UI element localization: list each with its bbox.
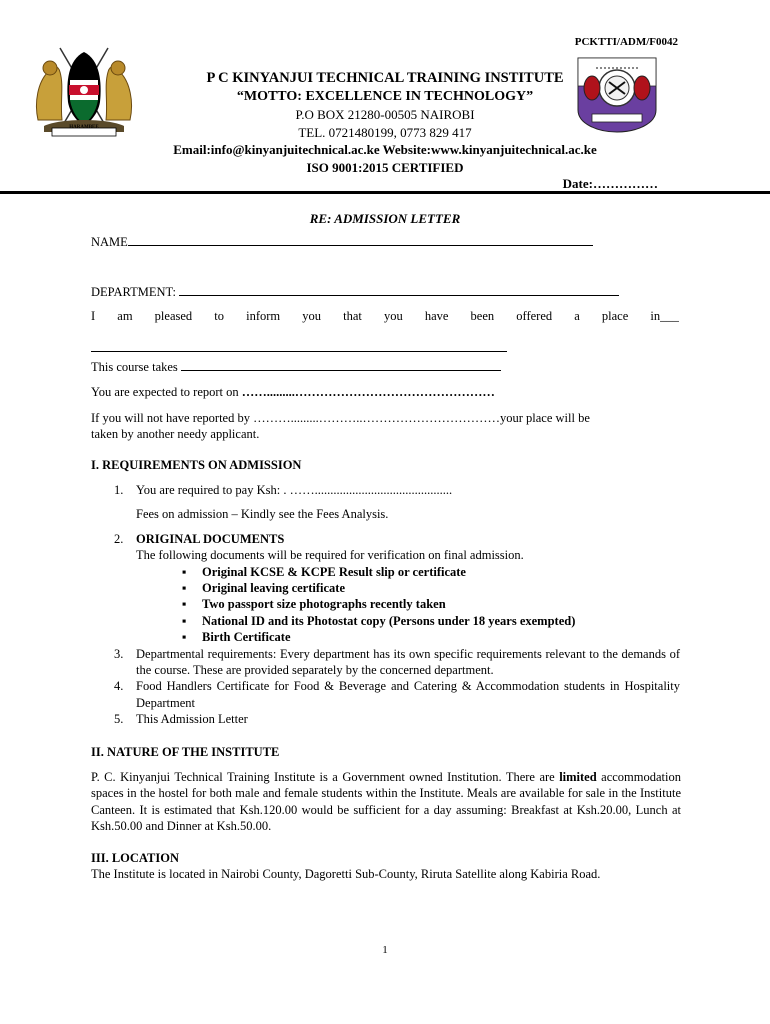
placement-word: in___ — [650, 309, 679, 323]
requirement-food-handlers: 4. Food Handlers Certificate for Food & Beverage and Catering & Accommodation students in Hospitality Department — [114, 679, 680, 710]
institute-motto: “MOTTO: EXCELLENCE IN TECHNOLOGY” — [236, 89, 534, 104]
page-number: 1 — [382, 944, 388, 956]
report-date-dots: …….........………………………………………… — [241, 385, 495, 399]
location-text: The Institute is located in Nairobi County, Dagoretti Sub-County, Riruta Satellite along Kabiria Road. — [91, 867, 601, 881]
placement-word: you — [383, 309, 403, 323]
document-item: ▪ Original KCSE & KCPE Result slip or certificate — [178, 564, 680, 580]
iso-certification: ISO 9001:2015 CERTIFIED — [306, 160, 464, 175]
document-item: ▪ Birth Certificate — [178, 629, 680, 645]
documents-list — [178, 564, 680, 646]
document-item: ▪ Two passport size photographs recently taken — [178, 596, 680, 612]
placement-sentence — [91, 309, 679, 324]
requirement-departmental: 3. Departmental requirements: Every department has its own specific requirements relevant to the demands of the course. These are provided separately by the concerned department. — [114, 646, 680, 678]
header-divider — [0, 191, 770, 194]
placement-word: to — [214, 309, 224, 323]
document-item: ▪ Original leaving certificate — [178, 580, 680, 596]
name-label: NAME — [91, 235, 128, 249]
department-line — [91, 285, 691, 300]
requirement-verification-note: The following documents will be required for verification on final admission. — [136, 548, 524, 563]
location-heading: III. LOCATION — [91, 851, 179, 865]
department-blank — [179, 295, 619, 296]
placement-word: have — [424, 309, 449, 323]
institute-name: P C KINYANJUI TECHNICAL TRAINING INSTITUTE — [206, 70, 564, 86]
placement-word: offered — [516, 309, 553, 323]
postal-address: P.O BOX 21280-00505 NAIROBI — [295, 107, 475, 122]
placement-word: am — [117, 309, 133, 323]
placement-word: you — [302, 309, 321, 323]
report-date-line — [91, 385, 691, 400]
nature-heading: II. NATURE OF THE INSTITUTE — [91, 745, 280, 759]
letter-subject: RE: ADMISSION LETTER — [309, 211, 461, 226]
course-duration-line — [91, 360, 691, 375]
requirement-fee-payment: 1. You are required to pay Ksh: . ……............................................ — [114, 483, 453, 497]
course-duration-blank — [181, 370, 501, 371]
document-reference: PCKTTI/ADM/F0042 — [574, 36, 678, 48]
requirements-heading: I. REQUIREMENTS ON ADMISSION — [91, 458, 302, 472]
nature-paragraph: P. C. Kinyanjui Technical Training Institute is a Government owned Institution. There are limited accommodation spaces in the hostel for both male and female students within the Institute. Meals are available for sale in the Institute Canteen. It is estimated that Ksh.120.00 would be sufficient for a day assuming: Breakfast at Ksh.20.00, Lunch at Ksh.50.00 and Dinner at Ksh.50.00. — [91, 770, 681, 834]
requirement-admission-letter: 5. This Admission Letter — [114, 712, 248, 727]
placement-word: pleased — [154, 309, 193, 323]
placement-word: that — [343, 309, 362, 323]
placement-word: I — [91, 309, 96, 323]
requirements-list — [114, 482, 680, 728]
late-report-notice — [91, 410, 681, 443]
report-date-label: You are expected to report on — [91, 385, 242, 399]
course-duration-label: This course takes — [91, 360, 178, 374]
placement-word: been — [470, 309, 495, 323]
late-report-line-2: taken by another needy applicant. — [91, 427, 260, 442]
department-label: DEPARTMENT: — [91, 285, 180, 299]
document-item: ▪ National ID and its Photostat copy (Persons under 18 years exempted) — [178, 613, 680, 629]
placement-blank-line — [91, 341, 507, 356]
telephone-numbers: TEL. 0721480199, 0773 829 417 — [298, 125, 472, 140]
requirement-fees-note: Fees on admission – Kindly see the Fees Analysis. — [136, 507, 389, 522]
late-report-line-1: If you will not have reported by ……….........………..……………………………your place will be — [91, 411, 590, 425]
name-line — [91, 235, 691, 250]
placement-word: a — [574, 309, 580, 323]
email-website: Email:info@kinyanjuitechnical.ac.ke Website:www.kinyanjuitechnical.ac.ke — [173, 142, 597, 157]
limited-emphasis: limited — [559, 770, 597, 784]
placement-word: place — [601, 309, 629, 323]
placement-word: inform — [246, 309, 281, 323]
requirement-original-documents: 2. ORIGINAL DOCUMENTS — [114, 531, 285, 546]
date-field: Date:…………… — [562, 176, 658, 191]
harambee-motto: HARAMBEE — [69, 125, 99, 130]
name-blank — [128, 245, 593, 246]
